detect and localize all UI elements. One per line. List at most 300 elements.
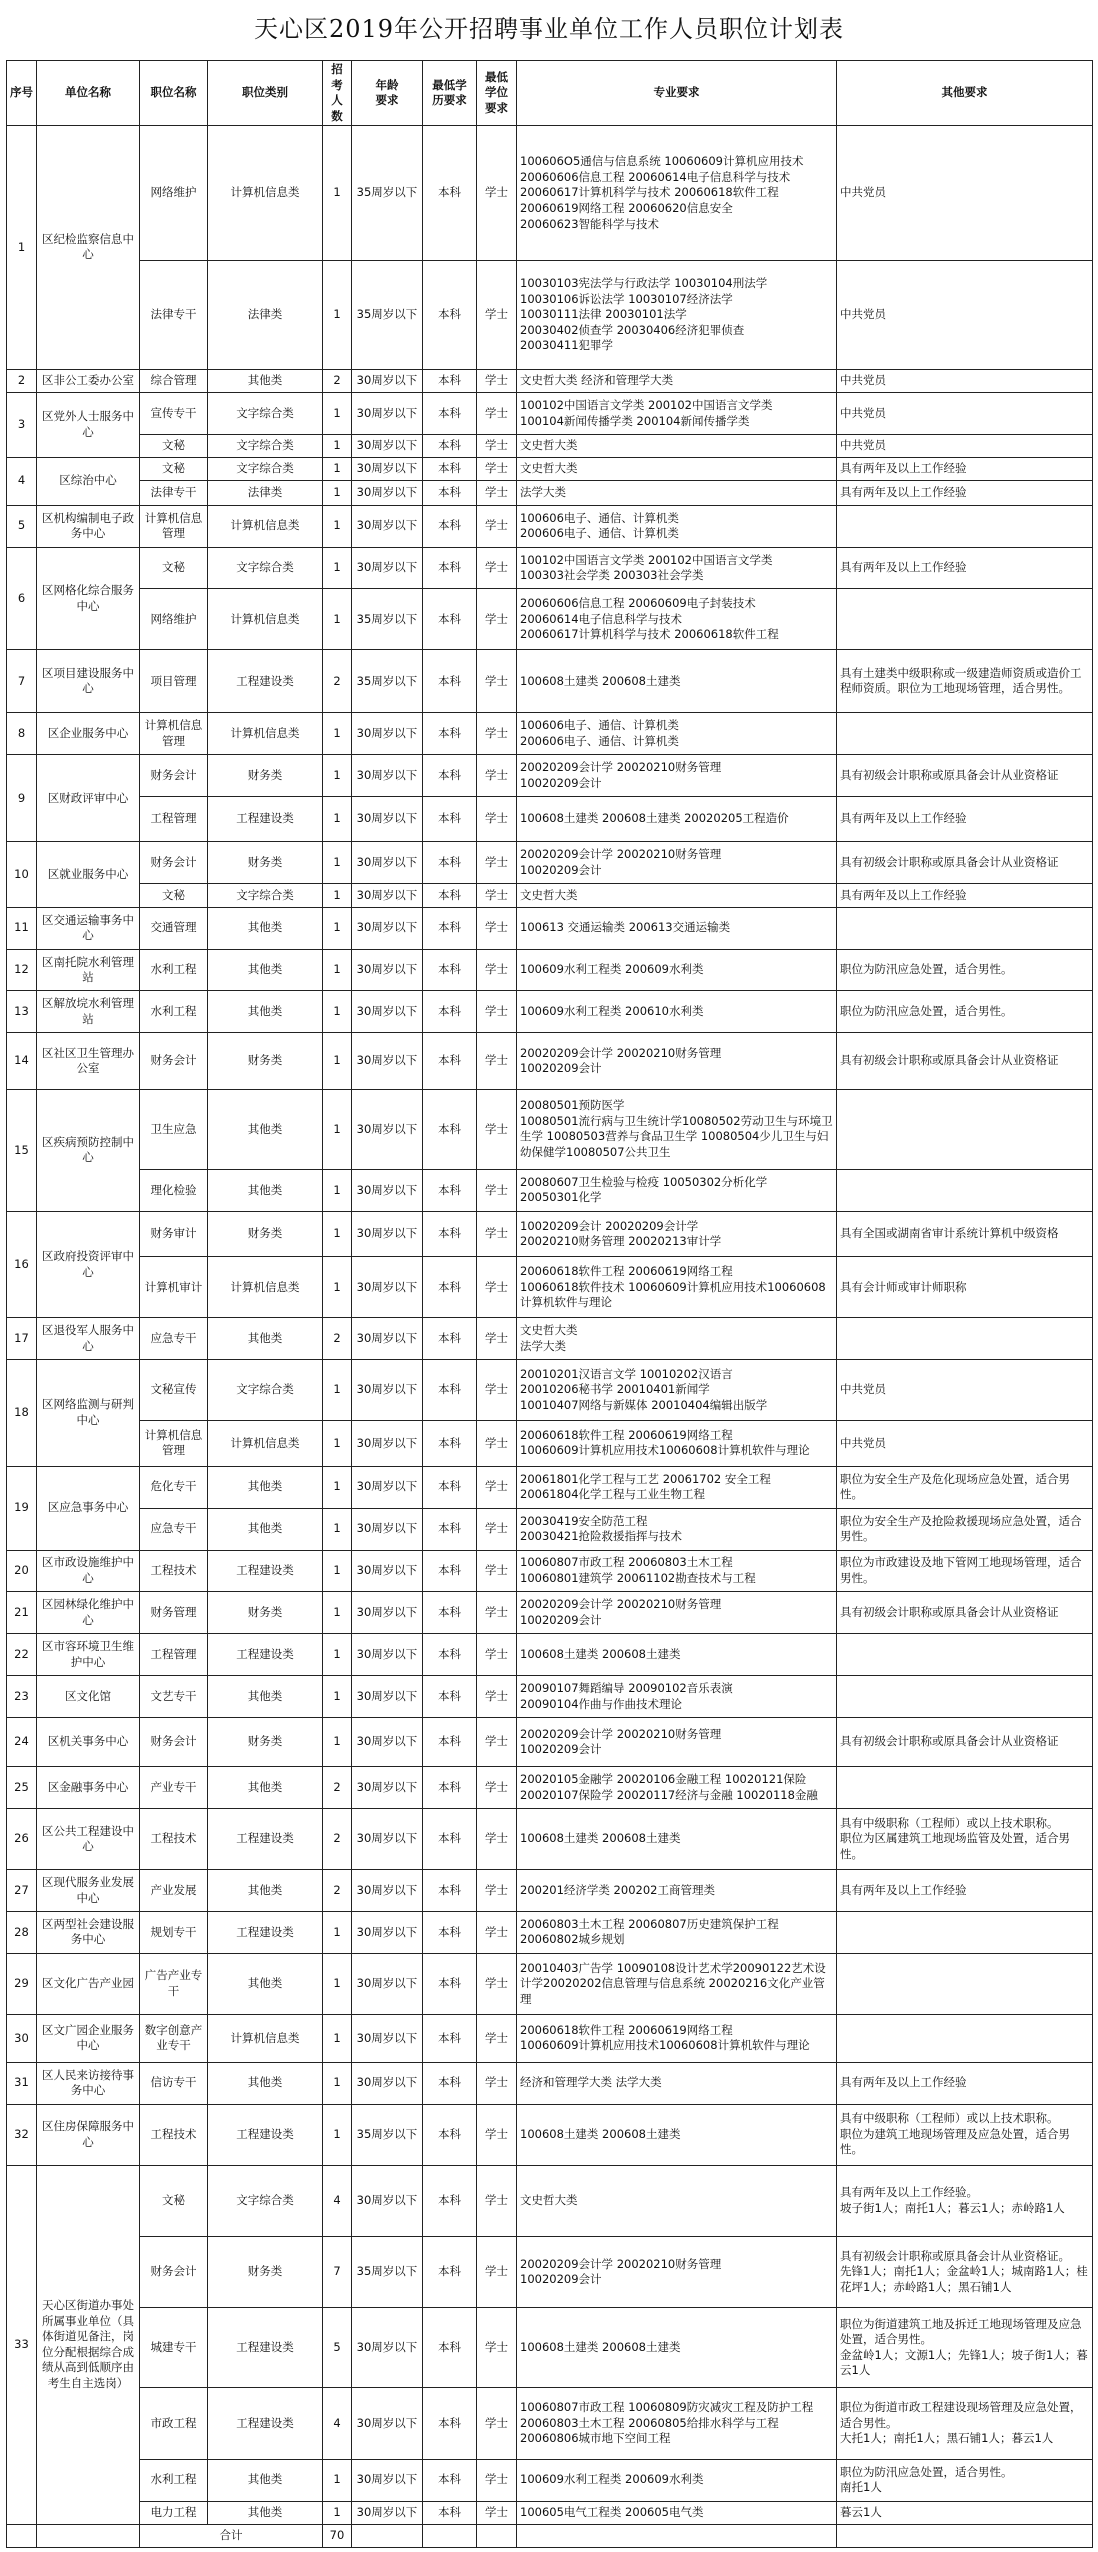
major-cell: 100606电子、通信、计算机类 200606电子、通信、计算机类: [517, 505, 837, 547]
education-cell: 本科: [423, 1592, 477, 1634]
quota-cell: 2: [323, 1809, 352, 1870]
table-row: [7, 393, 1093, 435]
education-cell: 本科: [423, 1634, 477, 1676]
age-cell: 30周岁以下: [352, 457, 423, 480]
other-cell: 暮云1人: [837, 2501, 1093, 2524]
education-cell: 本科: [423, 2501, 477, 2524]
age-cell: 30周岁以下: [352, 481, 423, 506]
total-label: 合计: [140, 2525, 323, 2548]
major-cell: 100102中国语言文学类 200102中国语言文学类 100104新闻传播学类 200104新闻传播学类: [517, 393, 837, 435]
position-name-cell: 理化检验: [140, 1170, 208, 1212]
quota-cell: 2: [323, 1767, 352, 1809]
major-cell: 法学大类: [517, 481, 837, 506]
table-row: [7, 481, 1093, 506]
position-name-cell: 电力工程: [140, 2501, 208, 2524]
education-cell: 本科: [423, 261, 477, 369]
table-row: [7, 1257, 1093, 1318]
age-cell: 30周岁以下: [352, 1809, 423, 1870]
education-cell: 本科: [423, 505, 477, 547]
quota-cell: 1: [323, 2459, 352, 2501]
education-cell: 本科: [423, 755, 477, 797]
position-category-cell: 法律类: [208, 261, 323, 369]
position-category-cell: 工程建设类: [208, 1809, 323, 1870]
seq-cell: 25: [7, 1767, 37, 1809]
position-name-cell: 工程技术: [140, 1809, 208, 1870]
age-cell: 30周岁以下: [352, 2388, 423, 2459]
position-category-cell: 计算机信息类: [208, 713, 323, 755]
seq-cell: 30: [7, 2014, 37, 2062]
other-cell: 具有会计师或审计师职称: [837, 1257, 1093, 1318]
major-cell: 10060807市政工程 20060803土木工程 10060801建筑学 20061102勘查技术与工程: [517, 1550, 837, 1592]
position-category-cell: 其他类: [208, 907, 323, 949]
other-cell: 具有土建类中级职称或一级建造师资质或造价工程师资质。职位为工地现场管理，适合男性。: [837, 650, 1093, 713]
education-cell: 本科: [423, 650, 477, 713]
table-row: [7, 2236, 1093, 2307]
degree-cell: 学士: [477, 991, 517, 1033]
degree-cell: 学士: [477, 2459, 517, 2501]
quota-cell: 1: [323, 1089, 352, 1169]
seq-cell: 7: [7, 650, 37, 713]
table-row: [7, 261, 1093, 369]
table-row: [7, 1550, 1093, 1592]
position-name-cell: 财务管理: [140, 1592, 208, 1634]
table-row: [7, 907, 1093, 949]
position-category-cell: 工程建设类: [208, 2308, 323, 2388]
unit-name-cell: 区住房保障服务中心: [37, 2104, 140, 2165]
education-cell: 本科: [423, 2062, 477, 2104]
unit-name-cell: 区公共工程建设中心: [37, 1809, 140, 1870]
major-cell: 100609水利工程类 200610水利类: [517, 991, 837, 1033]
seq-cell: 15: [7, 1089, 37, 1211]
quota-cell: 1: [323, 457, 352, 480]
table-row: [7, 589, 1093, 650]
position-category-cell: 文字综合类: [208, 884, 323, 907]
other-cell: 职位为防汛应急处置，适合男性。 南托1人: [837, 2459, 1093, 2501]
age-cell: 30周岁以下: [352, 713, 423, 755]
page-title: 天心区2019年公开招聘事业单位工作人员职位计划表: [253, 15, 845, 43]
quota-cell: 2: [323, 369, 352, 392]
table-row: [7, 1718, 1093, 1767]
quota-cell: 2: [323, 1318, 352, 1360]
position-name-cell: 财务会计: [140, 1718, 208, 1767]
position-category-cell: 工程建设类: [208, 1634, 323, 1676]
degree-cell: 学士: [477, 1508, 517, 1550]
table-row: [7, 1089, 1093, 1169]
education-cell: 本科: [423, 991, 477, 1033]
age-cell: 30周岁以下: [352, 842, 423, 884]
quota-cell: 7: [323, 2236, 352, 2307]
table-row: [7, 1953, 1093, 2014]
other-cell: 职位为市政建设及地下管网工地现场管理，适合男性。: [837, 1550, 1093, 1592]
total-empty-cell: [423, 2525, 477, 2548]
unit-name-cell: 区机构编制电子政务中心: [37, 505, 140, 547]
position-category-cell: 工程建设类: [208, 1911, 323, 1953]
unit-name-cell: 区企业服务中心: [37, 713, 140, 755]
education-cell: 本科: [423, 1318, 477, 1360]
position-name-cell: 文秘: [140, 2165, 208, 2236]
seq-cell: 21: [7, 1592, 37, 1634]
major-cell: 100609水利工程类 200609水利类: [517, 949, 837, 991]
position-name-cell: 财务会计: [140, 1033, 208, 1090]
education-cell: 本科: [423, 1870, 477, 1912]
table-row: [7, 1318, 1093, 1360]
other-cell: [837, 1676, 1093, 1718]
quota-cell: 1: [323, 589, 352, 650]
other-cell: [837, 1318, 1093, 1360]
quota-cell: 1: [323, 547, 352, 589]
position-name-cell: 文秘: [140, 884, 208, 907]
position-name-cell: 网络维护: [140, 589, 208, 650]
position-name-cell: 城建专干: [140, 2308, 208, 2388]
degree-cell: 学士: [477, 650, 517, 713]
quota-cell: 1: [323, 755, 352, 797]
other-cell: [837, 589, 1093, 650]
age-cell: 30周岁以下: [352, 1676, 423, 1718]
position-category-cell: 其他类: [208, 2062, 323, 2104]
other-cell: 职位为街道建筑工地及拆迁工地现场管理及应急处置，适合男性。 金盆岭1人；文源1人；先锋1人；坡子街1人；暮云1人: [837, 2308, 1093, 2388]
position-category-cell: 法律类: [208, 481, 323, 506]
major-cell: 100613 交通运输类 200613交通运输类: [517, 907, 837, 949]
education-cell: 本科: [423, 1508, 477, 1550]
education-cell: 本科: [423, 842, 477, 884]
table-row: [7, 755, 1093, 797]
position-category-cell: 财务类: [208, 1211, 323, 1257]
table-row: [7, 1421, 1093, 1467]
degree-cell: 学士: [477, 1870, 517, 1912]
age-cell: 30周岁以下: [352, 1911, 423, 1953]
major-cell: 20080607卫生检验与检疫 10050302分析化学 20050301化学: [517, 1170, 837, 1212]
major-cell: 100605电气工程类 200605电气类: [517, 2501, 837, 2524]
degree-cell: 学士: [477, 949, 517, 991]
unit-name-cell: 区综治中心: [37, 457, 140, 505]
seq-cell: 10: [7, 842, 37, 907]
position-name-cell: 工程管理: [140, 796, 208, 842]
seq-cell: 1: [7, 126, 37, 370]
unit-name-cell: 区社区卫生管理办公室: [37, 1033, 140, 1090]
other-cell: 中共党员: [837, 1360, 1093, 1421]
position-name-cell: 应急专干: [140, 1508, 208, 1550]
table-row: [7, 1676, 1093, 1718]
quota-cell: 1: [323, 126, 352, 261]
age-cell: 35周岁以下: [352, 2236, 423, 2307]
position-name-cell: 规划专干: [140, 1911, 208, 1953]
unit-name-cell: 区市政设施维护中心: [37, 1550, 140, 1592]
age-cell: 30周岁以下: [352, 1170, 423, 1212]
seq-cell: 29: [7, 1953, 37, 2014]
table-row: [7, 1508, 1093, 1550]
unit-name-cell: 区市容环境卫生维护中心: [37, 1634, 140, 1676]
degree-cell: 学士: [477, 457, 517, 480]
major-cell: 20020209会计学 20020210财务管理 10020209会计: [517, 755, 837, 797]
education-cell: 本科: [423, 2236, 477, 2307]
other-cell: 具有两年及以上工作经验: [837, 457, 1093, 480]
table-row: [7, 1360, 1093, 1421]
other-cell: 具有初级会计职称或原具备会计从业资格证: [837, 842, 1093, 884]
degree-cell: 学士: [477, 1211, 517, 1257]
quota-cell: 1: [323, 1953, 352, 2014]
education-cell: 本科: [423, 393, 477, 435]
unit-name-cell: 区项目建设服务中心: [37, 650, 140, 713]
position-category-cell: 其他类: [208, 2459, 323, 2501]
unit-name-cell: 区人民来访接待事务中心: [37, 2062, 140, 2104]
degree-cell: 学士: [477, 261, 517, 369]
unit-name-cell: 区解放垸水利管理站: [37, 991, 140, 1033]
age-cell: 30周岁以下: [352, 884, 423, 907]
seq-cell: 5: [7, 505, 37, 547]
quota-cell: 1: [323, 2501, 352, 2524]
age-cell: 30周岁以下: [352, 1718, 423, 1767]
position-category-cell: 工程建设类: [208, 2104, 323, 2165]
other-cell: [837, 1953, 1093, 2014]
table-row: [7, 434, 1093, 457]
other-cell: [837, 1170, 1093, 1212]
degree-cell: 学士: [477, 1676, 517, 1718]
major-cell: 100608土建类 200608土建类: [517, 1809, 837, 1870]
degree-cell: 学士: [477, 1360, 517, 1421]
degree-cell: 学士: [477, 842, 517, 884]
position-name-cell: 水利工程: [140, 991, 208, 1033]
education-cell: 本科: [423, 481, 477, 506]
position-name-cell: 计算机审计: [140, 1257, 208, 1318]
degree-cell: 学士: [477, 2236, 517, 2307]
position-name-cell: 水利工程: [140, 949, 208, 991]
position-category-cell: 工程建设类: [208, 796, 323, 842]
position-name-cell: 综合管理: [140, 369, 208, 392]
header-education: 最低学 历要求: [423, 61, 477, 126]
position-category-cell: 文字综合类: [208, 2165, 323, 2236]
quota-cell: 1: [323, 1911, 352, 1953]
degree-cell: 学士: [477, 884, 517, 907]
other-cell: 职位为安全生产及抢险救援现场应急处置，适合男性。: [837, 1508, 1093, 1550]
quota-cell: 1: [323, 2104, 352, 2165]
table-row: [7, 2014, 1093, 2062]
seq-cell: 20: [7, 1550, 37, 1592]
seq-cell: 2: [7, 369, 37, 392]
table-row: [7, 842, 1093, 884]
age-cell: 30周岁以下: [352, 1634, 423, 1676]
major-cell: 20020209会计学 20020210财务管理 10020209会计: [517, 1033, 837, 1090]
quota-cell: 1: [323, 261, 352, 369]
position-category-cell: 其他类: [208, 2501, 323, 2524]
position-category-cell: 财务类: [208, 842, 323, 884]
unit-name-cell: 区纪检监察信息中心: [37, 126, 140, 370]
total-empty-cell: [352, 2525, 423, 2548]
seq-cell: 9: [7, 755, 37, 842]
quota-cell: 1: [323, 481, 352, 506]
position-category-cell: 财务类: [208, 1718, 323, 1767]
degree-cell: 学士: [477, 713, 517, 755]
unit-name-cell: 区就业服务中心: [37, 842, 140, 907]
degree-cell: 学士: [477, 1318, 517, 1360]
total-empty-cell: [477, 2525, 517, 2548]
other-cell: 职位为街道市政工程建设现场管理及应急处置，适合男性。 大托1人；南托1人；黑石铺1人；暮云1人: [837, 2388, 1093, 2459]
age-cell: 30周岁以下: [352, 547, 423, 589]
unit-name-cell: 区两型社会建设服务中心: [37, 1911, 140, 1953]
unit-name-cell: 天心区街道办事处所属事业单位（具体街道见备注，岗位分配根据综合成绩从高到低顺序由考生自主选岗）: [37, 2165, 140, 2524]
table-row: [7, 2104, 1093, 2165]
unit-name-cell: 区政府投资评审中心: [37, 1211, 140, 1318]
major-cell: 20020209会计学 20020210财务管理 10020209会计: [517, 842, 837, 884]
position-name-cell: 财务会计: [140, 2236, 208, 2307]
degree-cell: 学士: [477, 1953, 517, 2014]
seq-cell: 28: [7, 1911, 37, 1953]
position-category-cell: 文字综合类: [208, 434, 323, 457]
age-cell: 30周岁以下: [352, 2308, 423, 2388]
degree-cell: 学士: [477, 1421, 517, 1467]
education-cell: 本科: [423, 1360, 477, 1421]
major-cell: 经济和管理学大类 法学大类: [517, 2062, 837, 2104]
seq-cell: 32: [7, 2104, 37, 2165]
other-cell: 具有两年及以上工作经验: [837, 796, 1093, 842]
quota-cell: 1: [323, 1592, 352, 1634]
degree-cell: 学士: [477, 2062, 517, 2104]
seq-cell: 16: [7, 1211, 37, 1318]
education-cell: 本科: [423, 1421, 477, 1467]
age-cell: 30周岁以下: [352, 1953, 423, 2014]
education-cell: 本科: [423, 1089, 477, 1169]
position-category-cell: 财务类: [208, 1592, 323, 1634]
position-name-cell: 水利工程: [140, 2459, 208, 2501]
major-cell: 10060807市政工程 10060809防灾减灾工程及防护工程 20060803土木工程 20060805给排水科学与工程 20060806城市地下空间工程: [517, 2388, 837, 2459]
position-category-cell: 其他类: [208, 949, 323, 991]
quota-cell: 4: [323, 2165, 352, 2236]
major-cell: 20020209会计学 20020210财务管理 10020209会计: [517, 1718, 837, 1767]
age-cell: 30周岁以下: [352, 1089, 423, 1169]
education-cell: 本科: [423, 589, 477, 650]
age-cell: 35周岁以下: [352, 126, 423, 261]
degree-cell: 学士: [477, 1089, 517, 1169]
other-cell: 中共党员: [837, 1421, 1093, 1467]
age-cell: 30周岁以下: [352, 1767, 423, 1809]
position-name-cell: 计算机信息管理: [140, 505, 208, 547]
degree-cell: 学士: [477, 126, 517, 261]
position-category-cell: 其他类: [208, 1508, 323, 1550]
unit-name-cell: 区文化馆: [37, 1676, 140, 1718]
position-category-cell: 其他类: [208, 1870, 323, 1912]
quota-cell: 1: [323, 1211, 352, 1257]
seq-cell: 23: [7, 1676, 37, 1718]
header-position-category: 职位类别: [208, 61, 323, 126]
major-cell: 100606电子、通信、计算机类 200606电子、通信、计算机类: [517, 713, 837, 755]
other-cell: [837, 2014, 1093, 2062]
unit-name-cell: 区网络监测与研判中心: [37, 1360, 140, 1467]
position-name-cell: 财务会计: [140, 842, 208, 884]
position-category-cell: 财务类: [208, 1033, 323, 1090]
table-row: [7, 457, 1093, 480]
table-row: [7, 884, 1093, 907]
major-cell: 20090107舞蹈编导 20090102音乐表演 20090104作曲与作曲技术理论: [517, 1676, 837, 1718]
position-name-cell: 财务审计: [140, 1211, 208, 1257]
degree-cell: 学士: [477, 1033, 517, 1090]
unit-name-cell: 区文化广告产业园: [37, 1953, 140, 2014]
seq-cell: 8: [7, 713, 37, 755]
header-position-name: 职位名称: [140, 61, 208, 126]
major-cell: 20060606信息工程 20060609电子封装技术 20060614电子信息科学与技术 20060617计算机科学与技术 20060618软件工程: [517, 589, 837, 650]
education-cell: 本科: [423, 1257, 477, 1318]
degree-cell: 学士: [477, 1466, 517, 1508]
other-cell: [837, 505, 1093, 547]
table-row: [7, 1592, 1093, 1634]
education-cell: 本科: [423, 1718, 477, 1767]
table-row: [7, 1870, 1093, 1912]
major-cell: 200201经济学类 200202工商管理类: [517, 1870, 837, 1912]
education-cell: 本科: [423, 434, 477, 457]
position-name-cell: 产业发展: [140, 1870, 208, 1912]
table-row: [7, 1033, 1093, 1090]
position-category-cell: 计算机信息类: [208, 505, 323, 547]
seq-cell: 14: [7, 1033, 37, 1090]
major-cell: 文史哲大类: [517, 884, 837, 907]
seq-cell: 12: [7, 949, 37, 991]
table-row: [7, 505, 1093, 547]
table-row: [7, 650, 1093, 713]
position-name-cell: 工程技术: [140, 1550, 208, 1592]
other-cell: 具有两年及以上工作经验。 坡子街1人；南托1人；暮云1人；赤岭路1人: [837, 2165, 1093, 2236]
quota-cell: 1: [323, 1466, 352, 1508]
quota-cell: 1: [323, 991, 352, 1033]
table-row: [7, 1170, 1093, 1212]
other-cell: 中共党员: [837, 261, 1093, 369]
position-category-cell: 文字综合类: [208, 393, 323, 435]
degree-cell: 学士: [477, 1911, 517, 1953]
position-name-cell: 项目管理: [140, 650, 208, 713]
seq-cell: 6: [7, 547, 37, 650]
seq-cell: 11: [7, 907, 37, 949]
age-cell: 30周岁以下: [352, 1466, 423, 1508]
total-empty-cell: [837, 2525, 1093, 2548]
age-cell: 30周岁以下: [352, 2459, 423, 2501]
major-cell: 20060803土木工程 20060807历史建筑保护工程 20060802城乡规划: [517, 1911, 837, 1953]
other-cell: 具有两年及以上工作经验: [837, 2062, 1093, 2104]
other-cell: 具有两年及以上工作经验: [837, 884, 1093, 907]
education-cell: 本科: [423, 1911, 477, 1953]
unit-name-cell: 区交通运输事务中心: [37, 907, 140, 949]
quota-cell: 1: [323, 796, 352, 842]
position-name-cell: 文艺专干: [140, 1676, 208, 1718]
unit-name-cell: 区机关事务中心: [37, 1718, 140, 1767]
quota-cell: 1: [323, 1421, 352, 1467]
quota-cell: 1: [323, 434, 352, 457]
major-cell: 20030419安全防范工程 20030421抢险救援指挥与技术: [517, 1508, 837, 1550]
age-cell: 35周岁以下: [352, 261, 423, 369]
age-cell: 35周岁以下: [352, 2104, 423, 2165]
quota-cell: 2: [323, 650, 352, 713]
other-cell: [837, 1767, 1093, 1809]
position-name-cell: 财务会计: [140, 755, 208, 797]
other-cell: 中共党员: [837, 126, 1093, 261]
header-age: 年龄 要求: [352, 61, 423, 126]
position-name-cell: 法律专干: [140, 261, 208, 369]
age-cell: 30周岁以下: [352, 2014, 423, 2062]
table-row: [7, 1911, 1093, 1953]
major-cell: 100608土建类 200608土建类: [517, 2308, 837, 2388]
degree-cell: 学士: [477, 2014, 517, 2062]
major-cell: 10030103宪法学与行政法学 10030104刑法学 10030106诉讼法学 10030107经济法学 10030111法律 20030101法学 20030402侦查学 20030406经济犯罪侦查 20030411犯罪学: [517, 261, 837, 369]
seq-cell: 26: [7, 1809, 37, 1870]
position-category-cell: 其他类: [208, 991, 323, 1033]
major-cell: 100609水利工程类 200609水利类: [517, 2459, 837, 2501]
seq-cell: 19: [7, 1466, 37, 1550]
degree-cell: 学士: [477, 2501, 517, 2524]
position-name-cell: 计算机信息管理: [140, 1421, 208, 1467]
position-category-cell: 计算机信息类: [208, 2014, 323, 2062]
position-name-cell: 网络维护: [140, 126, 208, 261]
table-row: [7, 1634, 1093, 1676]
other-cell: 具有两年及以上工作经验: [837, 481, 1093, 506]
age-cell: 30周岁以下: [352, 505, 423, 547]
table-row: [7, 713, 1093, 755]
degree-cell: 学士: [477, 2308, 517, 2388]
